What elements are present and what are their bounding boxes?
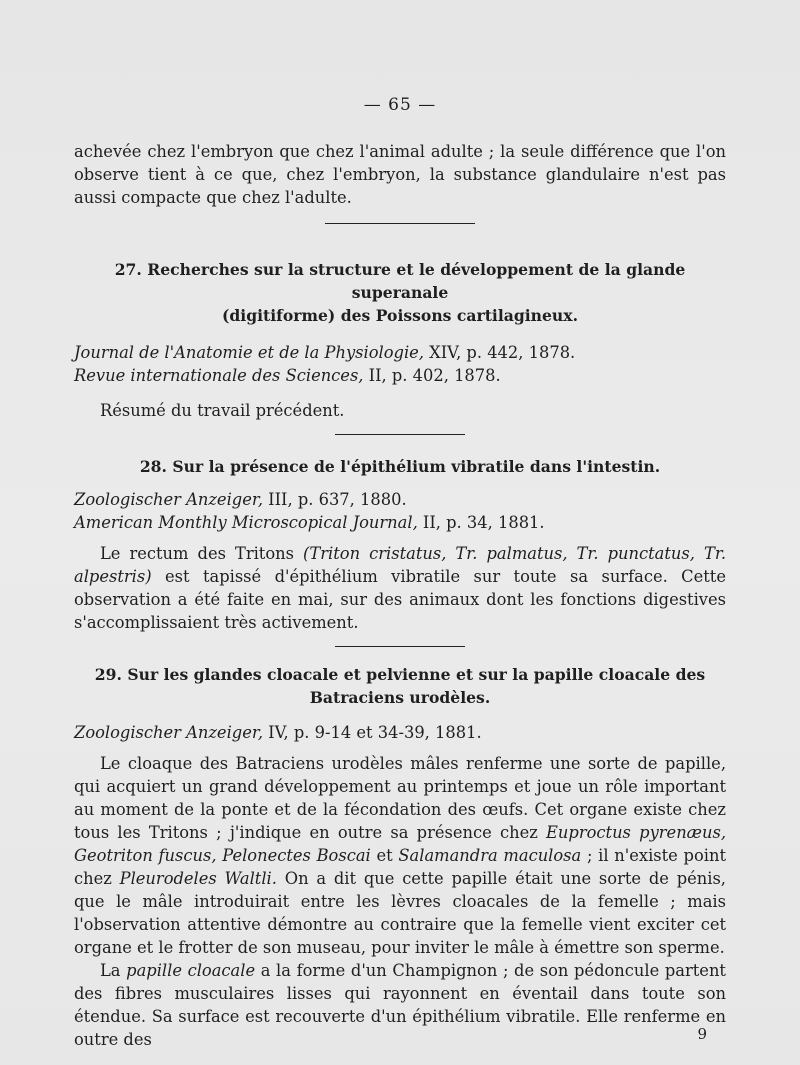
section-29-paragraph-1: Le cloaque des Batraciens urodèles mâles renferme une sorte de papille, qui acquiert un grand développement au printemps et joue un rôle important au moment de la ponte et de la fécondation des œufs. Cet organe existe chez tous les Tritons ; j'indique en outre sa présence chez Euproctus pyrenæus, Geotriton fuscus, Pelonectes Boscai et Salamandra maculosa ; il n'existe point chez Pleurodeles Waltli. On a dit que cette papille était une sorte de pénis, que le mâle introduirait entre les lèvres cloacales de la femelle ; mais l'observation attentive démontre au contraire que la femelle vient exciter cet organe et le frotter de son museau, pour inviter le mâle à émettre son sperme. — [74, 754, 726, 957]
section-27-title — [74, 258, 726, 327]
section-29-title — [74, 663, 726, 709]
section-29-title-line1: 29. Sur les glandes cloacale et pelvienne et sur la papille cloacale des — [94, 665, 706, 684]
section-28-ref-1: Zoologischer Anzeiger, III, p. 637, 1880. — [74, 490, 407, 509]
section-28-title — [74, 455, 726, 478]
section-divider — [325, 223, 475, 224]
section-29-title-line2: Batraciens urodèles. — [309, 688, 491, 707]
section-27-title-line2: (digitiforme) des Poissons cartilagineux. — [222, 306, 578, 325]
folio-number: 9 — [697, 1025, 707, 1043]
section-28-ref-2: American Monthly Microscopical Journal, II, p. 34, 1881. — [74, 513, 545, 532]
section-27-title-line1: 27. Recherches sur la structure et le développement de la glande superanale — [114, 260, 686, 302]
section-divider — [335, 646, 465, 647]
section-27-ref-1: Journal de l'Anatomie et de la Physiologie, XIV, p. 442, 1878. — [74, 343, 576, 362]
section-27-ref-2: Revue internationale des Sciences, II, p. 402, 1878. — [74, 366, 501, 385]
section-29-ref-1: Zoologischer Anzeiger, IV, p. 9-14 et 34-39, 1881. — [74, 723, 482, 742]
intro-paragraph: achevée chez l'embryon que chez l'animal adulte ; la seule différence que l'on observe tient à ce que, chez l'embryon, la substance glandulaire n'est pas aussi compacte que chez l'adulte. — [74, 142, 726, 207]
section-divider — [335, 434, 465, 435]
section-28-title-line1: 28. Sur la présence de l'épithélium vibratile dans l'intestin. — [139, 457, 661, 476]
page-body — [74, 140, 726, 1051]
page-header: — 65 — — [363, 95, 437, 115]
section-29-paragraph-2: La papille cloacale a la forme d'un Champignon ; de son pédoncule partent des fibres musculaires lisses qui rayonnent en éventail dans toute son étendue. Sa surface est recouverte d'un épithélium vibratile. Elle renferme en outre des — [74, 961, 726, 1049]
section-28-text: Le rectum des Tritons (Triton cristatus, Tr. palmatus, Tr. punctatus, Tr. alpestris) est tapissé d'épithélium vibratile sur toute sa surface. Cette observation a été faite en mai, sur des animaux dont les fonctions digestives s'accomplissaient très activement. — [74, 544, 726, 632]
section-27-text: Résumé du travail précédent. — [100, 401, 345, 420]
